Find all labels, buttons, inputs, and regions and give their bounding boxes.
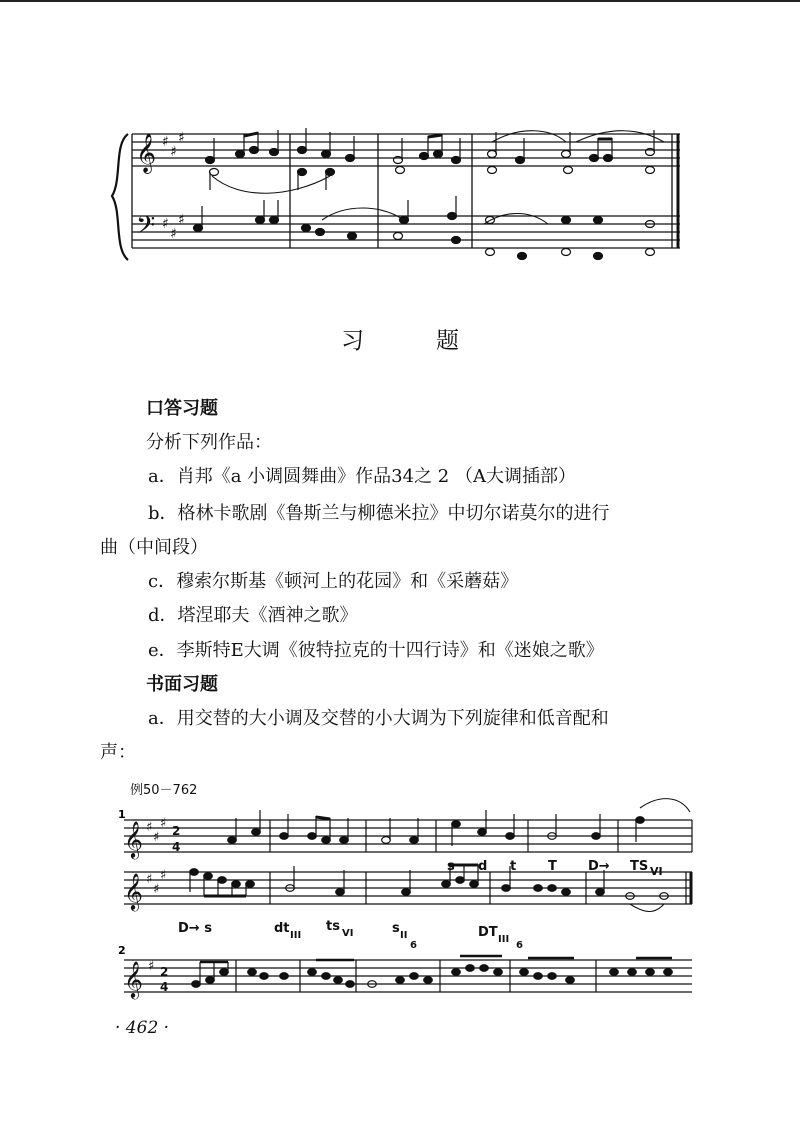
svg-text:4: 4 [172, 840, 181, 854]
harmony-label-II: II [400, 930, 408, 941]
svg-text:♯: ♯ [162, 216, 169, 232]
page-number: · 462 · [115, 1018, 170, 1038]
oral-item-a: a．肖邦《a 小调圆舞曲》作品34之 2 （A大调插部） [148, 466, 576, 487]
svg-text:2: 2 [160, 965, 169, 979]
harmony-label-dt: dt [274, 921, 290, 936]
harmony-label-t: t [510, 859, 517, 874]
written-item-a-continued: 声： [100, 742, 136, 763]
oral-intro: 分析下列作品： [146, 432, 272, 453]
svg-text:♯: ♯ [146, 872, 153, 887]
svg-text:𝄞: 𝄞 [124, 820, 143, 858]
oral-item-b-continued: 曲（中间段） [100, 537, 208, 558]
harmony-label-DT-six: 6 [516, 940, 523, 951]
svg-text:𝄞: 𝄞 [124, 872, 143, 910]
written-item-a: a．用交替的大小调及交替的小大调为下列旋律和低音配和 [148, 708, 609, 729]
svg-text:𝄞: 𝄞 [124, 960, 143, 998]
svg-text:𝄢: 𝄢 [136, 211, 156, 246]
svg-text:𝄞: 𝄞 [136, 133, 157, 173]
section-title-part1: 习 [341, 328, 364, 354]
svg-text:♯: ♯ [153, 882, 160, 897]
svg-text:♯: ♯ [160, 868, 167, 883]
harmony-label-six: 6 [410, 940, 417, 951]
svg-text:♯: ♯ [146, 820, 153, 835]
harmony-label-d: d [478, 859, 488, 874]
svg-text:♯: ♯ [148, 959, 155, 974]
example-label: 例50－762 [130, 783, 198, 798]
harmony-label-DT: DT [478, 925, 498, 940]
harmony-label-s-II: s [392, 921, 400, 936]
svg-text:♯: ♯ [170, 144, 177, 160]
svg-text:4: 4 [160, 980, 169, 994]
svg-text:♯: ♯ [162, 134, 169, 150]
oral-heading: 口答习题 [146, 398, 218, 419]
oral-item-b: b．格林卡歌剧《鲁斯兰与柳德米拉》中切尔诺莫尔的进行 [148, 503, 610, 524]
section-title-part2: 题 [436, 328, 459, 354]
harmony-label-VI: VI [650, 865, 663, 878]
harmony-label-D-arrow: D→ [588, 859, 610, 874]
svg-text:2: 2 [172, 824, 181, 838]
oral-item-d: d．塔涅耶夫《酒神之歌》 [148, 605, 358, 626]
example-melody-score [0, 798, 800, 1038]
harmony-label-ts: ts [326, 919, 340, 934]
top-rule [0, 0, 800, 2]
svg-text:♯: ♯ [170, 226, 177, 242]
written-heading: 书面习题 [146, 674, 218, 695]
piano-score-system [0, 120, 800, 290]
melody-1-number: 1 [118, 808, 126, 821]
harmony-label-DT-III: III [498, 934, 510, 945]
harmony-label-s: s [447, 859, 455, 874]
harmony-label-T: T [548, 859, 557, 874]
svg-text:♯: ♯ [160, 816, 167, 831]
section-title [0, 322, 800, 355]
svg-text:♯: ♯ [153, 830, 160, 845]
svg-text:♯: ♯ [178, 130, 185, 146]
svg-text:♯: ♯ [178, 212, 185, 228]
harmony-label-dt-III: III [290, 930, 302, 941]
harmony-label-TS: TS [630, 859, 649, 874]
oral-item-c: c．穆索尔斯基《顿河上的花园》和《采蘑菇》 [148, 571, 519, 592]
oral-item-e: e．李斯特E大调《彼特拉克的十四行诗》和《迷娘之歌》 [148, 640, 604, 661]
harmony-label-D-to-s: D→ s [178, 921, 212, 936]
melody-2-number: 2 [118, 944, 126, 957]
harmony-label-ts-VI: VI [342, 928, 354, 939]
